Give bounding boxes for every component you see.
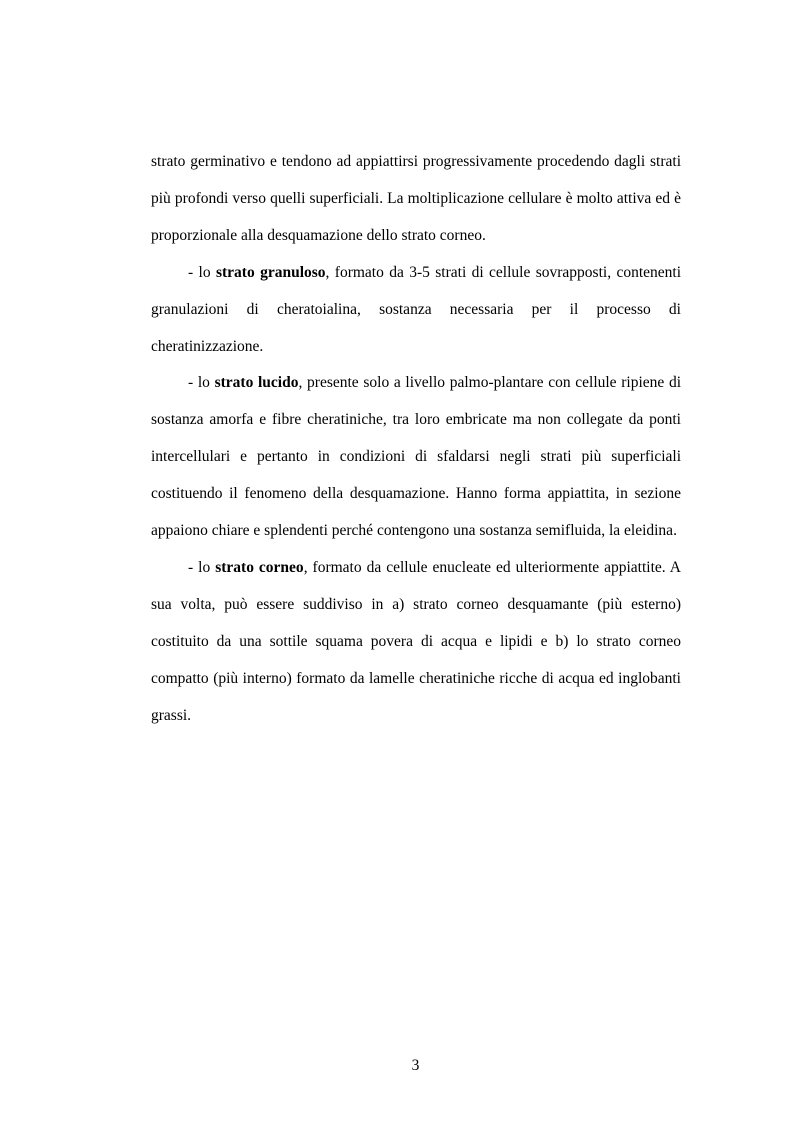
list-dash: - lo bbox=[188, 558, 216, 576]
term-strato-granuloso: strato granuloso bbox=[215, 263, 326, 281]
list-dash: - lo bbox=[188, 263, 216, 281]
paragraph-text: , formato da cellule enucleate ed ulteriormente appiattite. A sua volta, può essere suddiviso in a) strato corneo desquamante (più esterno) costituito da una sottile squama povera di acqua e lipidi e b) lo strato corneo compatto (più interno) formato da lamelle cheratiniche ricche di acqua ed inglobanti grassi. bbox=[151, 558, 681, 724]
body-text bbox=[151, 144, 681, 735]
paragraph-text: , formato da 3-5 strati di cellule sovrapposti, contenenti granulazioni di cheratoialina, sostanza necessaria per il processo di cheratinizzazione. bbox=[151, 263, 682, 355]
paragraph-continuation bbox=[151, 144, 681, 255]
term-strato-corneo: strato corneo bbox=[215, 558, 304, 576]
page-number: 3 bbox=[411, 1057, 420, 1074]
term-strato-lucido: strato lucido bbox=[214, 374, 299, 392]
paragraph-text: strato germinativo e tendono ad appiattirsi progressivamente procedendo dagli strati più profondi verso quelli superficiali. La moltiplicazione cellulare è molto attiva ed è proporzionale alla desquamazione dello strato corneo. bbox=[151, 153, 681, 244]
paragraph-text: , presente solo a livello palmo-plantare con cellule ripiene di sostanza amorfa e fibre cheratiniche, tra loro embricate ma non collegate da ponti intercellulari e pertanto in condizioni di sfaldarsi negli strati più superficiali costituendo il fenomeno della desquamazione. Hanno forma appiattita, in sezione appaiono chiare e splendenti perché contengono una sostanza semifluida, la eleidina. bbox=[151, 374, 682, 540]
list-dash: - lo bbox=[188, 374, 215, 392]
paragraph-strato-lucido bbox=[151, 365, 681, 550]
paragraph-strato-corneo bbox=[151, 550, 681, 735]
paragraph-strato-granuloso bbox=[151, 255, 681, 366]
